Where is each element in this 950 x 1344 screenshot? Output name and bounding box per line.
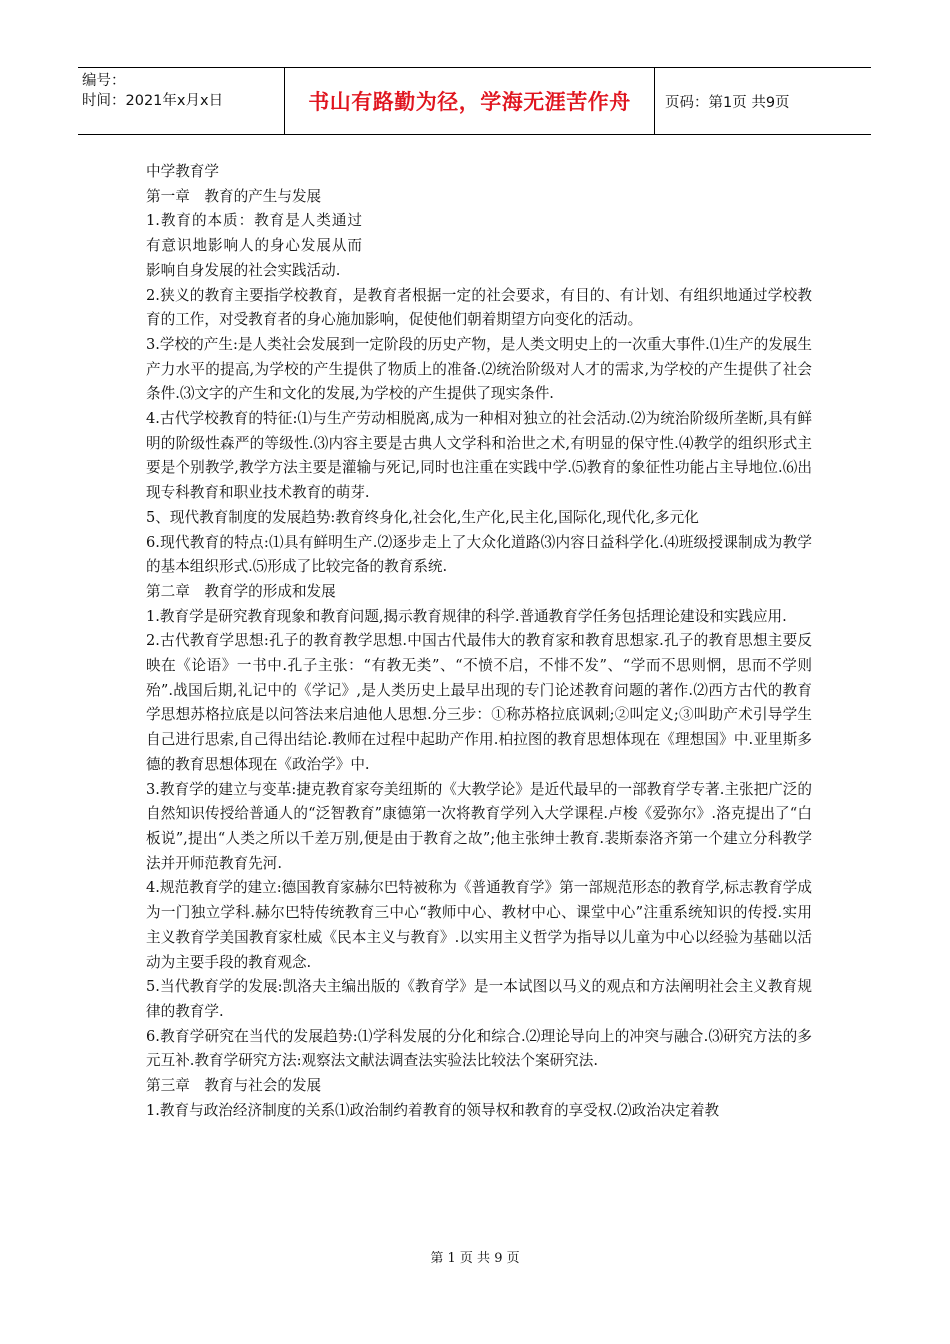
chapter-2-heading: 第二章 教育学的形成和发展 (146, 582, 336, 600)
ch2-paragraph-4: 4.规范教育学的建立:德国教育家赫尔巴特被称为《普通教育学》第一部规范形态的教育学,标志教育学成为一门独立学科.赫尔巴特传统教育三中心“教师中心、教材中心、课堂中心”注重系统知识的传授.实用主义教育学美国教育家杜威《民本主义与教育》.以实用主义哲学为指导以儿童为中心以经验为基础以活动为主要手段的教育观念. (146, 879, 812, 971)
page-header (78, 67, 871, 135)
header-meta-cell (78, 68, 285, 134)
page-number-cell (655, 68, 871, 134)
ch2-paragraph-6: 6.教育学研究在当代的发展趋势:⑴学科发展的分化和综合.⑵理论导向上的冲突与融合.⑶研究方法的多元互补.教育学研究方法:观察法文献法调查法实验法比较法个案研究法. (146, 1027, 812, 1070)
ch2-paragraph-1: 1.教育学是研究教育现象和教育问题,揭示教育规律的科学.普通教育学任务包括理论建设和实践应用. (146, 607, 787, 625)
chapter-3-heading: 第三章 教育与社会的发展 (146, 1077, 322, 1095)
ch2-paragraph-3: 3.教育学的建立与变革:捷克教育家夸美纽斯的《大教学论》是近代最早的一部教育学专著.主张把广泛的自然知识传授给普通人的“泛智教育”康德第一次将教育学列入大学课程.卢梭《爱弥尔》.洛克提出了“白板说”,提出“人类之所以千差万别,便是由于教育之故”;他主张绅士教育.裴斯泰洛齐第一个建立分科教学法并开师范教育先河. (146, 780, 812, 872)
document-body (146, 160, 812, 1123)
page-number-label: 页码：第1页 共9页 (665, 94, 790, 111)
ch1-paragraph-1: 1.教育的本质：教育是人类通过有意识地影响人的身心发展从而影响自身发展的社会实践活动. (146, 212, 362, 279)
ch2-paragraph-2: 2.古代教育学思想:孔子的教育教学思想.中国古代最伟大的教育家和教育思想家.孔子的教育思想主要反映在《论语》一书中.孔子主张：“有教无类”、“不愤不启，不悱不发”、“学而不思则惘，思而不学则殆”.战国后期,礼记中的《学记》,是人类历史上最早出现的专门论述教育问题的著作.⑵西方古代的教育学思想苏格拉底是以问答法来启迪他人思想.分三步：①称苏格拉底讽刺;②叫定义;③叫助产术引导学生自己进行思索,自己得出结论.教师在过程中起助产作用.柏拉图的教育思想体现在《理想国》中.亚里斯多德的教育思想体现在《政治学》中. (146, 632, 812, 773)
ch2-paragraph-5: 5.当代教育学的发展:凯洛夫主编出版的《教育学》是一本试图以马义的观点和方法阐明社会主义教育规律的教育学. (146, 978, 812, 1020)
motto-cell (285, 68, 655, 134)
ch1-paragraph-3: 3.学校的产生:是人类社会发展到一定阶段的历史产物，是人类文明史上的一次重大事件.⑴生产的发展生产力水平的提高,为学校的产生提供了物质上的准备.⑵统治阶级对人才的需求,为学校的产生提供了社会条件.⑶文字的产生和文化的发展,为学校的产生提供了现实条件. (146, 335, 812, 403)
ch1-paragraph-2: 2.狭义的教育主要指学校教育，是教育者根据一定的社会要求，有目的、有计划、有组织地通过学校教育的工作，对受教育者的身心施加影响，促使他们朝着期望方向变化的活动。 (146, 286, 812, 329)
motto-text: 书山有路勤为径，学海无涯苦作舟 (308, 90, 631, 114)
ch1-paragraph-4: 4.古代学校教育的特征:⑴与生产劳动相脱离,成为一种相对独立的社会活动.⑵为统治阶级所垄断,具有鲜明的阶级性森严的等级性.⑶内容主要是古典人文学科和治世之术,有明显的保守性.⑷教学的组织形式主要是个别教学,教学方法主要是灌输与死记,同时也注重在实践中学.⑸教育的象征性功能占主导地位.⑹出现专科教育和职业技术教育的萌芽. (146, 410, 812, 502)
ch1-paragraph-6: 6.现代教育的特点:⑴具有鲜明生产.⑵逐步走上了大众化道路⑶内容日益科学化.⑷班级授课制成为教学的基本组织形式.⑸形成了比较完备的教育系统. (146, 533, 812, 576)
number-label: 编号： (82, 73, 126, 89)
footer-page-number: 第 1 页 共 9 页 (430, 1251, 520, 1266)
date-label: 时间：2021年x月x日 (82, 93, 224, 109)
page-footer (0, 1247, 950, 1266)
ch1-paragraph-5: 5、现代教育制度的发展趋势:教育终身化,社会化,生产化,民主化,国际化,现代化,多元化 (146, 508, 699, 526)
ch3-paragraph-1: 1.教育与政治经济制度的关系⑴政治制约着教育的领导权和教育的享受权.⑵政治决定着教 (146, 1101, 720, 1119)
document-title: 中学教育学 (146, 163, 219, 180)
chapter-1-heading: 第一章 教育的产生与发展 (146, 187, 322, 205)
